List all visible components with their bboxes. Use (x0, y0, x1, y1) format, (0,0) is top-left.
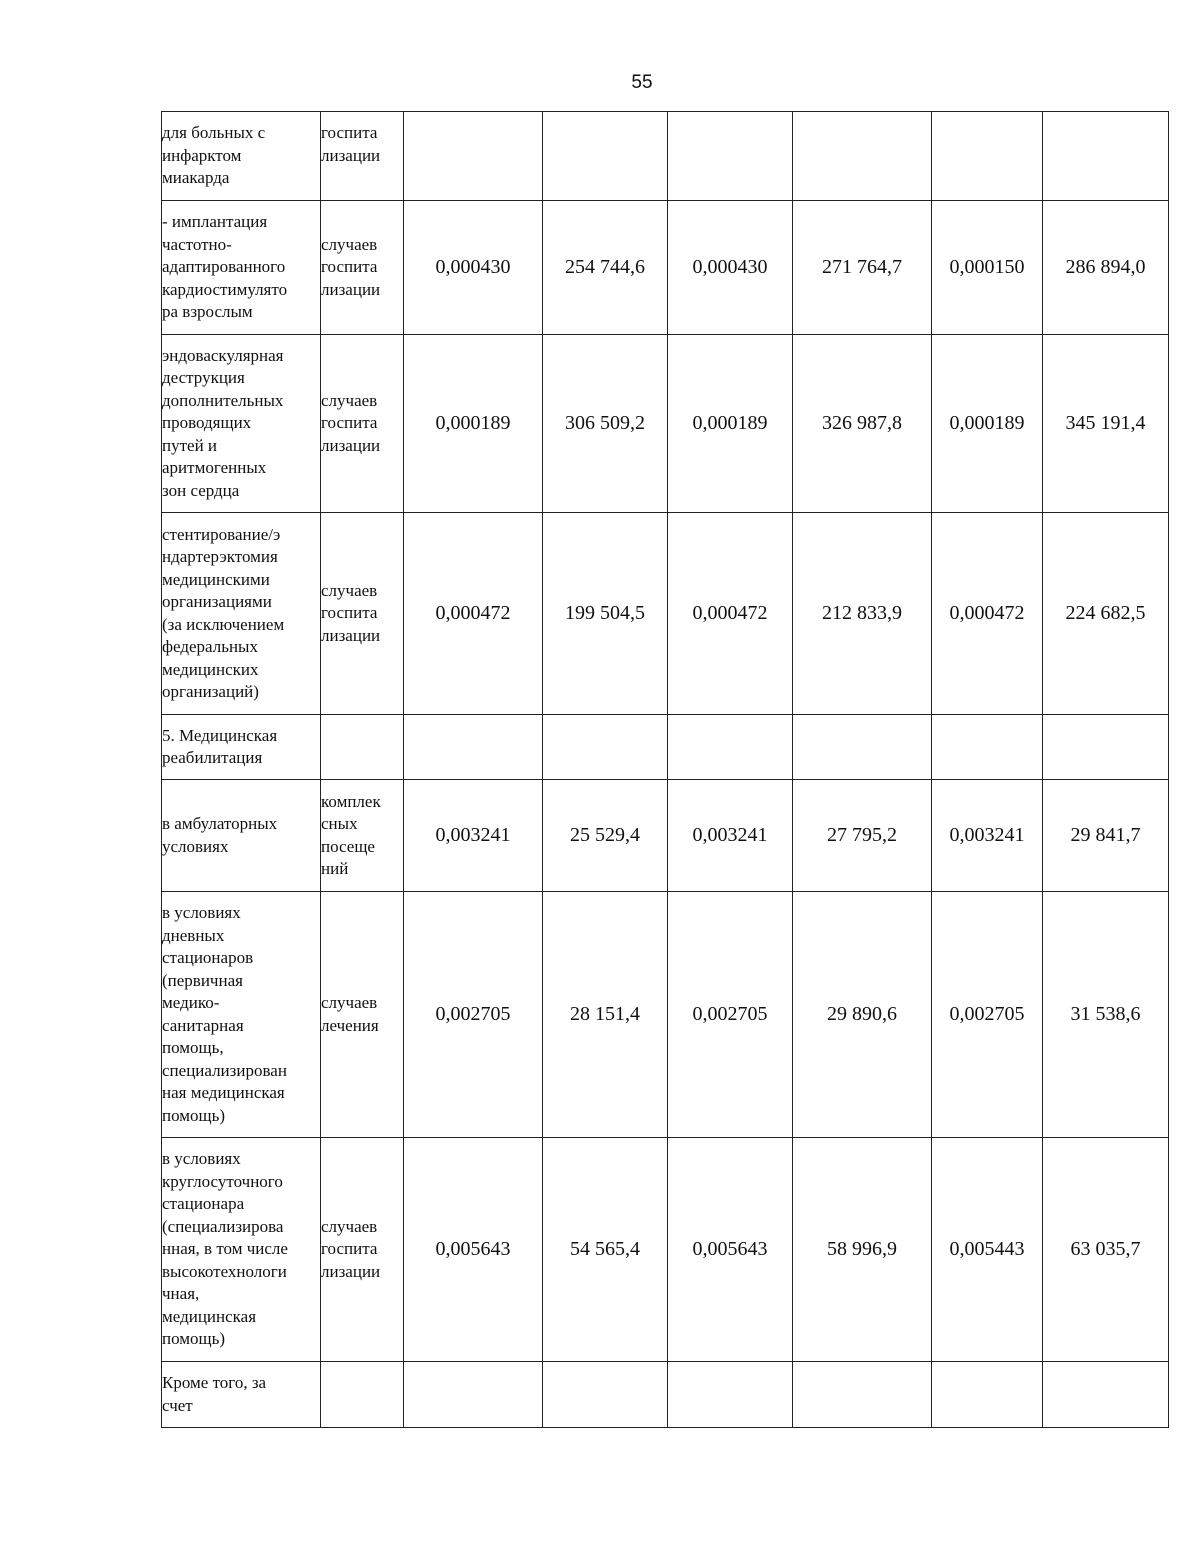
value-cell (932, 715, 1043, 780)
value-cell: 271 764,7 (793, 201, 932, 335)
value-cell: 29 890,6 (793, 892, 932, 1138)
value-cell: 29 841,7 (1043, 780, 1169, 892)
table-row (162, 1138, 1169, 1362)
value-cell (793, 112, 932, 201)
data-table (161, 111, 1169, 1428)
value-cell: 254 744,6 (543, 201, 668, 335)
value-cell (932, 112, 1043, 201)
value-cell (404, 1362, 543, 1428)
value-cell: 0,000472 (404, 513, 543, 715)
value-cell: 0,005443 (932, 1138, 1043, 1362)
row-unit: случаев госпита лизации (321, 1138, 404, 1362)
row-name: эндоваскулярная деструкция дополнительных проводящих путей и аритмогенных зон сердца (162, 335, 321, 513)
value-cell (793, 715, 932, 780)
value-cell: 306 509,2 (543, 335, 668, 513)
table-row (162, 715, 1169, 780)
value-cell (932, 1362, 1043, 1428)
table-row (162, 1362, 1169, 1428)
value-cell: 0,000472 (932, 513, 1043, 715)
value-cell (543, 112, 668, 201)
table-row (162, 780, 1169, 892)
value-cell: 0,005643 (668, 1138, 793, 1362)
value-cell (404, 715, 543, 780)
row-unit: случаев госпита лизации (321, 335, 404, 513)
value-cell: 0,000189 (668, 335, 793, 513)
row-name: - имплантация частотно- адаптированного кардиостимулято ра взрослым (162, 201, 321, 335)
value-cell (1043, 112, 1169, 201)
value-cell: 286 894,0 (1043, 201, 1169, 335)
table-row (162, 513, 1169, 715)
row-unit: случаев лечения (321, 892, 404, 1138)
value-cell: 25 529,4 (543, 780, 668, 892)
value-cell (404, 112, 543, 201)
value-cell: 0,000189 (932, 335, 1043, 513)
value-cell (668, 1362, 793, 1428)
value-cell: 0,005643 (404, 1138, 543, 1362)
table-row (162, 335, 1169, 513)
value-cell: 224 682,5 (1043, 513, 1169, 715)
value-cell: 63 035,7 (1043, 1138, 1169, 1362)
value-cell: 0,002705 (668, 892, 793, 1138)
table-row (162, 892, 1169, 1138)
row-name: Кроме того, за счет (162, 1362, 321, 1428)
value-cell: 58 996,9 (793, 1138, 932, 1362)
value-cell: 0,000472 (668, 513, 793, 715)
table-row (162, 112, 1169, 201)
value-cell (1043, 715, 1169, 780)
row-unit: госпита лизации (321, 112, 404, 201)
value-cell (543, 1362, 668, 1428)
table-row (162, 201, 1169, 335)
value-cell (1043, 1362, 1169, 1428)
row-name: в условиях дневных стационаров (первичная медико- санитарная помощь, специализирован ная медицинская помощь) (162, 892, 321, 1138)
value-cell: 54 565,4 (543, 1138, 668, 1362)
value-cell: 0,000430 (404, 201, 543, 335)
value-cell: 199 504,5 (543, 513, 668, 715)
row-name: в амбулаторных условиях (162, 780, 321, 892)
row-unit: случаев госпита лизации (321, 201, 404, 335)
value-cell: 0,003241 (404, 780, 543, 892)
row-unit: комплек сных посеще ний (321, 780, 404, 892)
value-cell: 0,000189 (404, 335, 543, 513)
value-cell (668, 112, 793, 201)
value-cell: 0,000150 (932, 201, 1043, 335)
row-name: для больных с инфарктом миакарда (162, 112, 321, 201)
value-cell: 212 833,9 (793, 513, 932, 715)
value-cell: 31 538,6 (1043, 892, 1169, 1138)
value-cell: 0,000430 (668, 201, 793, 335)
row-name: 5. Медицинская реабилитация (162, 715, 321, 780)
row-unit (321, 715, 404, 780)
value-cell: 345 191,4 (1043, 335, 1169, 513)
value-cell: 0,003241 (932, 780, 1043, 892)
value-cell (543, 715, 668, 780)
value-cell: 0,003241 (668, 780, 793, 892)
value-cell: 0,002705 (932, 892, 1043, 1138)
row-unit: случаев госпита лизации (321, 513, 404, 715)
value-cell: 27 795,2 (793, 780, 932, 892)
value-cell: 0,002705 (404, 892, 543, 1138)
value-cell: 326 987,8 (793, 335, 932, 513)
row-unit (321, 1362, 404, 1428)
row-name: в условиях круглосуточного стационара (специализирова нная, в том числе высокотехнологи чная, медицинская помощь) (162, 1138, 321, 1362)
value-cell (793, 1362, 932, 1428)
row-name: стентирование/э ндартерэктомия медицинскими организациями (за исключением федеральных медицинских организаций) (162, 513, 321, 715)
page-number: 55 (631, 72, 653, 93)
value-cell (668, 715, 793, 780)
value-cell: 28 151,4 (543, 892, 668, 1138)
